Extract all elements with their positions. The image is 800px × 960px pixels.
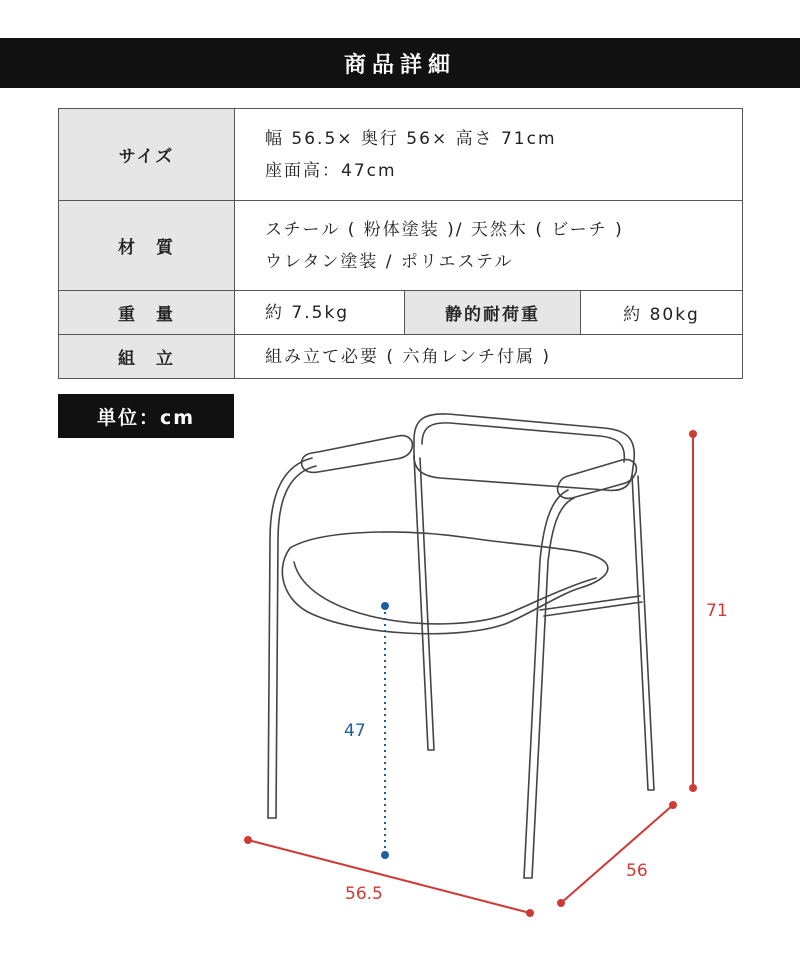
height-dimension-label: 71 (706, 601, 728, 621)
chair-left-frame (268, 458, 316, 818)
depth-dimension-label: 56 (626, 861, 648, 881)
depth-dimension-right-dot (669, 801, 677, 809)
size-line-1: 幅 56.5× 奥行 56× 高さ 71cm (265, 128, 557, 149)
width-dimension-line (248, 840, 530, 913)
chair-back-leg-left (414, 456, 434, 750)
chair-backrest (414, 414, 634, 491)
seat-height-dimension-label: 47 (344, 721, 366, 741)
spec-label-weight: 重 量 (59, 291, 235, 335)
size-line-2: 座面高：47cm (265, 160, 397, 181)
spec-value-weight: 約 7.5kg (235, 291, 405, 335)
spec-value-load: 約 80kg (581, 291, 743, 335)
chair-illustration (268, 414, 654, 878)
chair-backrest-inner (422, 423, 624, 462)
spec-label-load: 静的耐荷重 (405, 291, 581, 335)
chair-left-armrest (302, 436, 413, 473)
seat-height-dimension-bottom-dot (381, 851, 389, 859)
height-dimension-bottom-dot (689, 784, 697, 792)
spec-label-size: サイズ (59, 109, 235, 201)
chair-back-leg-right (632, 475, 654, 790)
section-title: 商品詳細 (343, 52, 456, 78)
height-dimension-top-dot (689, 430, 697, 438)
chair-right-armrest (558, 460, 637, 499)
depth-dimension-line (561, 805, 673, 903)
width-dimension-label: 56.5 (345, 884, 383, 904)
spec-label-material: 材 質 (59, 201, 235, 291)
width-dimension-right-dot (526, 909, 534, 917)
width-dimension (244, 836, 534, 917)
spec-value-assembly: 組み立て必要 ( 六角レンチ付属 ) (235, 335, 743, 379)
seat-height-dimension-top-dot (381, 602, 389, 610)
spec-label-assembly: 組 立 (59, 335, 235, 379)
height-dimension (689, 430, 728, 792)
width-dimension-left-dot (244, 836, 252, 844)
material-line-2: ウレタン塗装 / ポリエステル (265, 251, 514, 272)
material-line-1: スチール ( 粉体塗装 )/ 天然木 ( ビーチ ) (265, 219, 624, 240)
seat-height-dimension (344, 602, 389, 859)
chair-seat (282, 532, 607, 634)
depth-dimension (557, 801, 677, 907)
unit-tag-label: 単位：cm (96, 406, 196, 429)
depth-dimension-left-dot (557, 899, 565, 907)
